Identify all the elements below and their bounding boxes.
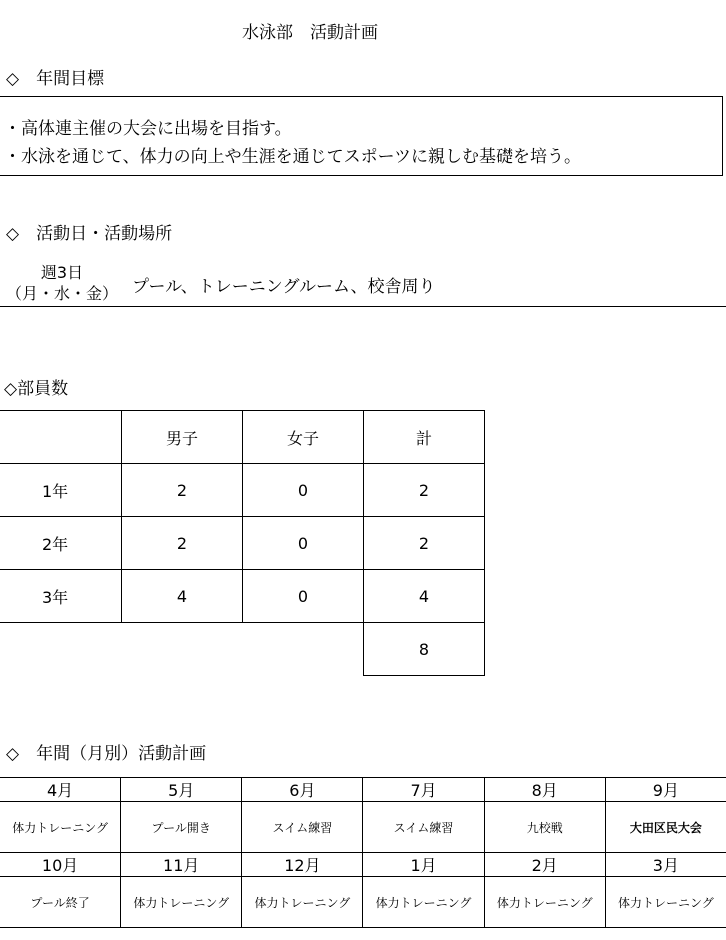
month-cell: 10月 xyxy=(0,853,121,877)
activity-place: プール、トレーニングルーム、校舎周り xyxy=(132,277,436,297)
month-cell: 2月 xyxy=(484,853,605,877)
table-row xyxy=(0,411,485,464)
activity-cell: 体力トレーニング xyxy=(605,877,726,928)
girls-cell: 0 xyxy=(243,517,364,570)
members-table xyxy=(0,410,485,676)
table-row xyxy=(0,464,485,517)
table-row xyxy=(0,802,726,853)
total-cell: 4 xyxy=(364,570,485,623)
month-cell: 8月 xyxy=(484,778,605,802)
page-title: 水泳部 活動計画 xyxy=(242,23,378,43)
month-cell: 4月 xyxy=(0,778,121,802)
empty-cell xyxy=(243,623,364,676)
month-cell: 5月 xyxy=(121,778,242,802)
grade-cell: 3年 xyxy=(0,570,122,623)
activity-cell: スイム練習 xyxy=(363,802,484,853)
table-row xyxy=(0,877,726,928)
month-cell: 12月 xyxy=(242,853,363,877)
activity-cell: プール開き xyxy=(121,802,242,853)
month-cell: 6月 xyxy=(242,778,363,802)
activity-days-line1: 週3日 xyxy=(40,263,84,282)
month-cell: 11月 xyxy=(121,853,242,877)
goals-heading: ◇ 年間目標 xyxy=(6,69,105,89)
month-cell: 3月 xyxy=(605,853,726,877)
table-row xyxy=(0,517,485,570)
boys-cell: 2 xyxy=(122,517,243,570)
activity-days-line2: （月・水・金） xyxy=(5,284,118,303)
grade-cell: 2年 xyxy=(0,517,122,570)
grand-total-cell: 8 xyxy=(364,623,485,676)
activity-cell: 九校戦 xyxy=(484,802,605,853)
boys-cell: 2 xyxy=(122,464,243,517)
members-heading: ◇部員数 xyxy=(4,379,69,399)
activity-cell: プール終了 xyxy=(0,877,121,928)
month-cell: 7月 xyxy=(363,778,484,802)
plan-heading: ◇ 年間（月別）活動計画 xyxy=(6,744,207,764)
activity-days xyxy=(4,262,120,304)
activity-cell: 体力トレーニング xyxy=(363,877,484,928)
month-cell: 1月 xyxy=(363,853,484,877)
table-row xyxy=(0,570,485,623)
monthly-plan-table xyxy=(0,777,726,928)
activity-cell: 体力トレーニング xyxy=(0,802,121,853)
goal-line-2: ・水泳を通じて、体力の向上や生涯を通じてスポーツに親しむ基礎を培う。 xyxy=(4,147,581,167)
activity-cell: 大田区民大会 xyxy=(605,802,726,853)
month-cell: 9月 xyxy=(605,778,726,802)
goal-line-1: ・高体連主催の大会に出場を目指す。 xyxy=(4,119,292,139)
empty-cell xyxy=(122,623,243,676)
girls-cell: 0 xyxy=(243,570,364,623)
members-header-girls: 女子 xyxy=(243,411,364,464)
members-header-total: 計 xyxy=(364,411,485,464)
members-header-blank xyxy=(0,411,122,464)
empty-cell xyxy=(0,623,122,676)
boys-cell: 4 xyxy=(122,570,243,623)
grade-cell: 1年 xyxy=(0,464,122,517)
activity-cell: スイム練習 xyxy=(242,802,363,853)
total-cell: 2 xyxy=(364,464,485,517)
activity-heading: ◇ 活動日・活動場所 xyxy=(6,224,173,244)
girls-cell: 0 xyxy=(243,464,364,517)
divider-rule xyxy=(0,306,726,307)
members-header-boys: 男子 xyxy=(122,411,243,464)
table-row xyxy=(0,853,726,877)
total-cell: 2 xyxy=(364,517,485,570)
table-row xyxy=(0,623,485,676)
activity-cell: 体力トレーニング xyxy=(121,877,242,928)
table-row xyxy=(0,778,726,802)
activity-cell: 体力トレーニング xyxy=(242,877,363,928)
activity-cell: 体力トレーニング xyxy=(484,877,605,928)
